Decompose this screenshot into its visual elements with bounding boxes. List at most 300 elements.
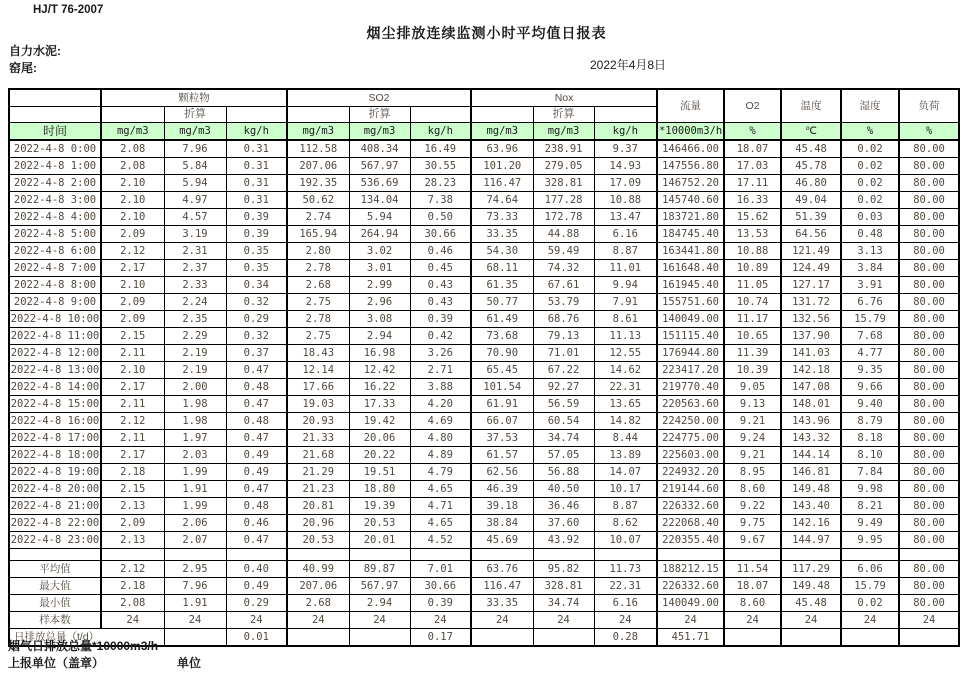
value-cell: 3.26 [410,345,471,362]
value-cell [287,629,349,647]
table-row [9,175,959,192]
value-cell: 2.06 [164,515,226,532]
value-cell: 95.82 [533,561,594,578]
value-cell: 57.05 [533,447,594,464]
value-cell: 9.98 [841,481,899,498]
table-row [9,277,959,294]
value-cell: 2.68 [287,595,349,612]
value-cell: 9.35 [841,362,899,379]
value-cell: 101.54 [471,379,533,396]
value-cell: 0.03 [841,209,899,226]
summary-row [9,595,959,612]
value-cell: 33.35 [471,595,533,612]
table-cell [164,549,226,561]
value-cell: 8.60 [724,595,781,612]
value-cell: 238.91 [533,140,594,158]
value-cell: 70.90 [471,345,533,362]
value-cell: 0.43 [410,277,471,294]
value-cell: 2.10 [101,175,164,192]
time-cell: 2022-4-8 10:00 [9,311,101,328]
value-cell: 4.65 [410,481,471,498]
value-cell: 9.66 [841,379,899,396]
value-cell: 192.35 [287,175,349,192]
value-cell: 80.00 [899,430,959,447]
value-cell: 2.18 [101,578,164,595]
table-row [9,140,959,158]
value-cell: 9.75 [724,515,781,532]
header-units-row [9,123,959,141]
value-cell: 16.49 [410,140,471,158]
value-cell: 80.00 [899,396,959,413]
value-cell: 80.00 [899,578,959,595]
value-cell: 2.17 [101,447,164,464]
value-cell: 8.21 [841,498,899,515]
value-cell: 80.00 [899,379,959,396]
value-cell: 80.00 [899,595,959,612]
value-cell: 1.99 [164,464,226,481]
value-cell: 14.07 [594,464,657,481]
value-cell: 0.34 [226,277,287,294]
value-cell: 10.88 [594,192,657,209]
value-cell: 24 [164,612,226,629]
value-cell: 17.09 [594,175,657,192]
value-cell: 2.09 [101,226,164,243]
summary-label: 平均值 [9,561,101,578]
table-cell [9,107,101,123]
value-cell: 145740.60 [657,192,724,209]
table-cell [781,549,841,561]
value-cell: 66.07 [471,413,533,430]
value-cell: 149.48 [781,578,841,595]
value-cell: 0.37 [226,345,287,362]
value-cell: 21.29 [287,464,349,481]
value-cell: 67.22 [533,362,594,379]
converted-header-pm: 折算 [164,107,226,123]
value-cell: 68.76 [533,311,594,328]
table-row [9,430,959,447]
value-cell: 11.05 [724,277,781,294]
value-cell: 140049.00 [657,311,724,328]
value-cell: 567.97 [349,158,410,175]
value-cell: 80.00 [899,345,959,362]
value-cell: 147.08 [781,379,841,396]
value-cell: 132.56 [781,311,841,328]
unit-cell: mg/m3 [471,123,533,141]
value-cell: 0.35 [226,260,287,277]
time-cell: 2022-4-8 9:00 [9,294,101,311]
value-cell: 63.96 [471,140,533,158]
value-cell: 80.00 [899,140,959,158]
value-cell: 10.88 [724,243,781,260]
value-cell: 0.40 [226,561,287,578]
unit-cell: mg/m3 [287,123,349,141]
value-cell: 146466.00 [657,140,724,158]
value-cell: 207.06 [287,158,349,175]
value-cell: 7.91 [594,294,657,311]
table-cell [226,549,287,561]
value-cell: 2.74 [287,209,349,226]
value-cell: 20.22 [349,447,410,464]
value-cell: 0.39 [226,209,287,226]
standard-code: HJ/T 76-2007 [33,4,104,16]
value-cell: 11.39 [724,345,781,362]
value-cell: 18.07 [724,578,781,595]
value-cell: 0.32 [226,328,287,345]
value-cell: 0.42 [410,328,471,345]
value-cell: 80.00 [899,532,959,549]
value-cell: 3.01 [349,260,410,277]
value-cell: 73.68 [471,328,533,345]
value-cell: 62.56 [471,464,533,481]
value-cell: 0.49 [226,447,287,464]
value-cell: 0.02 [841,140,899,158]
table-cell [287,549,349,561]
value-cell: 80.00 [899,277,959,294]
value-cell: 2.09 [101,294,164,311]
value-cell: 22.31 [594,379,657,396]
value-cell: 183721.80 [657,209,724,226]
value-cell: 2.37 [164,260,226,277]
value-cell: 536.69 [349,175,410,192]
value-cell: 50.77 [471,294,533,311]
value-cell: 30.55 [410,158,471,175]
value-cell: 80.00 [899,226,959,243]
value-cell: 2.12 [101,243,164,260]
daily-total-label: 日排放总量（t/d） [9,629,164,647]
value-cell: 2.35 [164,311,226,328]
value-cell: 207.06 [287,578,349,595]
value-cell: 4.52 [410,532,471,549]
table-row [9,311,959,328]
converted-header-nox: 折算 [533,107,594,123]
value-cell: 226332.60 [657,578,724,595]
column-header-o2: O2 [724,89,781,123]
value-cell: 2.80 [287,243,349,260]
table-row [9,396,959,413]
value-cell: 33.35 [471,226,533,243]
value-cell: 19.03 [287,396,349,413]
value-cell: 19.42 [349,413,410,430]
value-cell: 2.18 [101,464,164,481]
value-cell: 3.02 [349,243,410,260]
value-cell: 68.11 [471,260,533,277]
value-cell: 0.31 [226,192,287,209]
table-cell [226,107,287,123]
value-cell: 3.08 [349,311,410,328]
table-row [9,192,959,209]
value-cell: 0.31 [226,140,287,158]
value-cell: 65.45 [471,362,533,379]
value-cell: 9.94 [594,277,657,294]
value-cell: 4.71 [410,498,471,515]
value-cell: 80.00 [899,498,959,515]
value-cell: 18.43 [287,345,349,362]
column-header-flow: 流量 [657,89,724,123]
table-row [9,447,959,464]
table-row [9,158,959,175]
value-cell: 4.79 [410,464,471,481]
table-cell [471,549,533,561]
column-header-load: 负荷 [899,89,959,123]
value-cell: 80.00 [899,515,959,532]
value-cell [841,629,899,647]
value-cell: 184745.40 [657,226,724,243]
value-cell: 8.62 [594,515,657,532]
time-cell: 2022-4-8 1:00 [9,158,101,175]
table-row [9,209,959,226]
value-cell: 219144.60 [657,481,724,498]
value-cell: 0.46 [226,515,287,532]
value-cell: 51.39 [781,209,841,226]
value-cell: 45.69 [471,532,533,549]
value-cell: 14.62 [594,362,657,379]
value-cell: 4.57 [164,209,226,226]
value-cell: 220563.60 [657,396,724,413]
value-cell: 80.00 [899,158,959,175]
time-cell: 2022-4-8 6:00 [9,243,101,260]
value-cell: 0.35 [226,243,287,260]
value-cell [724,629,781,647]
value-cell: 14.93 [594,158,657,175]
time-cell: 2022-4-8 18:00 [9,447,101,464]
value-cell: 3.84 [841,260,899,277]
value-cell: 80.00 [899,243,959,260]
unit-cell: *10000m3/h [657,123,724,141]
value-cell: 116.47 [471,578,533,595]
value-cell: 0.02 [841,175,899,192]
value-cell: 2.68 [287,277,349,294]
value-cell: 9.49 [841,515,899,532]
value-cell: 38.84 [471,515,533,532]
value-cell: 161648.40 [657,260,724,277]
table-row [9,328,959,345]
table-row [9,413,959,430]
value-cell: 2.08 [101,595,164,612]
value-cell: 0.47 [226,362,287,379]
value-cell: 15.79 [841,578,899,595]
value-cell: 22.31 [594,578,657,595]
value-cell: 2.08 [101,140,164,158]
report-date: 2022年4月8日 [590,58,667,72]
value-cell: 10.07 [594,532,657,549]
summary-label: 样本数 [9,612,101,629]
value-cell: 18.80 [349,481,410,498]
value-cell: 9.21 [724,413,781,430]
value-cell: 161945.40 [657,277,724,294]
value-cell: 17.66 [287,379,349,396]
value-cell: 0.29 [226,311,287,328]
value-cell: 149.48 [781,481,841,498]
time-cell: 2022-4-8 23:00 [9,532,101,549]
value-cell: 10.89 [724,260,781,277]
value-cell: 2.09 [101,515,164,532]
value-cell: 0.45 [410,260,471,277]
value-cell: 79.13 [533,328,594,345]
value-cell: 7.01 [410,561,471,578]
value-cell: 24 [349,612,410,629]
value-cell: 24 [841,612,899,629]
value-cell: 121.49 [781,243,841,260]
unit-cell: mg/m3 [533,123,594,141]
value-cell: 0.47 [226,532,287,549]
header-group-row [9,89,959,107]
table-row [9,498,959,515]
value-cell: 13.65 [594,396,657,413]
value-cell: 2.08 [101,158,164,175]
value-cell: 34.74 [533,595,594,612]
value-cell: 24 [724,612,781,629]
table-row [9,379,959,396]
value-cell: 24 [471,612,533,629]
value-cell: 2.11 [101,396,164,413]
value-cell: 61.49 [471,311,533,328]
value-cell: 17.33 [349,396,410,413]
time-cell: 2022-4-8 7:00 [9,260,101,277]
table-cell [9,549,101,561]
value-cell: 279.05 [533,158,594,175]
value-cell: 45.48 [781,595,841,612]
summary-row [9,561,959,578]
value-cell: 16.22 [349,379,410,396]
value-cell: 8.61 [594,311,657,328]
value-cell: 219770.40 [657,379,724,396]
value-cell: 7.96 [164,578,226,595]
value-cell: 0.31 [226,158,287,175]
table-cell [533,549,594,561]
value-cell [164,629,226,647]
value-cell: 2.10 [101,277,164,294]
value-cell: 127.17 [781,277,841,294]
table-row [9,515,959,532]
table-row [9,260,959,277]
table-row [9,226,959,243]
value-cell: 61.35 [471,277,533,294]
time-cell: 2022-4-8 5:00 [9,226,101,243]
value-cell: 226332.60 [657,498,724,515]
value-cell: 222068.40 [657,515,724,532]
value-cell: 264.94 [349,226,410,243]
value-cell: 20.06 [349,430,410,447]
value-cell: 2.12 [101,413,164,430]
group-header-pm: 颗粒物 [101,89,287,107]
value-cell: 19.51 [349,464,410,481]
table-cell [9,89,101,107]
value-cell: 39.18 [471,498,533,515]
value-cell: 112.58 [287,140,349,158]
value-cell: 21.23 [287,481,349,498]
value-cell: 64.56 [781,226,841,243]
value-cell: 224775.00 [657,430,724,447]
value-cell: 20.96 [287,515,349,532]
group-header-so2: SO2 [287,89,471,107]
value-cell: 2.03 [164,447,226,464]
value-cell: 18.07 [724,140,781,158]
value-cell: 7.68 [841,328,899,345]
value-cell: 2.07 [164,532,226,549]
group-header-nox: Nox [471,89,657,107]
value-cell: 53.79 [533,294,594,311]
value-cell: 80.00 [899,209,959,226]
value-cell: 4.89 [410,447,471,464]
value-cell: 24 [899,612,959,629]
value-cell: 45.78 [781,158,841,175]
unit-label: 单位 [177,656,202,670]
value-cell: 28.23 [410,175,471,192]
time-cell: 2022-4-8 22:00 [9,515,101,532]
value-cell: 24 [226,612,287,629]
value-cell: 223417.20 [657,362,724,379]
unit-cell: mg/m3 [164,123,226,141]
value-cell: 2.11 [101,345,164,362]
table-cell [724,549,781,561]
value-cell: 19.39 [349,498,410,515]
value-cell: 0.17 [410,629,471,647]
value-cell: 328.81 [533,175,594,192]
value-cell: 21.33 [287,430,349,447]
value-cell: 0.47 [226,396,287,413]
value-cell: 9.40 [841,396,899,413]
value-cell: 13.53 [724,226,781,243]
value-cell: 7.96 [164,140,226,158]
table-cell [841,549,899,561]
value-cell: 2.15 [101,328,164,345]
value-cell: 80.00 [899,362,959,379]
value-cell: 74.64 [471,192,533,209]
value-cell: 43.92 [533,532,594,549]
value-cell: 89.87 [349,561,410,578]
value-cell: 1.99 [164,498,226,515]
value-cell: 40.50 [533,481,594,498]
value-cell: 16.33 [724,192,781,209]
value-cell: 10.74 [724,294,781,311]
value-cell: 143.32 [781,430,841,447]
value-cell: 80.00 [899,447,959,464]
value-cell: 2.19 [164,345,226,362]
value-cell: 2.75 [287,328,349,345]
value-cell: 146752.20 [657,175,724,192]
summary-row [9,578,959,595]
value-cell: 14.82 [594,413,657,430]
table-row [9,294,959,311]
value-cell: 137.90 [781,328,841,345]
value-cell: 5.84 [164,158,226,175]
value-cell: 11.54 [724,561,781,578]
table-row [9,464,959,481]
value-cell: 328.81 [533,578,594,595]
value-cell: 0.47 [226,481,287,498]
value-cell: 30.66 [410,578,471,595]
value-cell: 37.53 [471,430,533,447]
table-row [9,243,959,260]
value-cell: 1.98 [164,413,226,430]
value-cell: 3.91 [841,277,899,294]
value-cell: 12.42 [349,362,410,379]
value-cell: 20.93 [287,413,349,430]
value-cell: 80.00 [899,192,959,209]
value-cell: 20.01 [349,532,410,549]
value-cell: 71.01 [533,345,594,362]
value-cell: 12.14 [287,362,349,379]
value-cell: 24 [657,612,724,629]
value-cell: 7.38 [410,192,471,209]
value-cell: 0.39 [410,595,471,612]
value-cell: 2.71 [410,362,471,379]
value-cell: 9.37 [594,140,657,158]
value-cell: 165.94 [287,226,349,243]
value-cell: 4.97 [164,192,226,209]
spacer-row [9,549,959,561]
value-cell: 24 [101,612,164,629]
